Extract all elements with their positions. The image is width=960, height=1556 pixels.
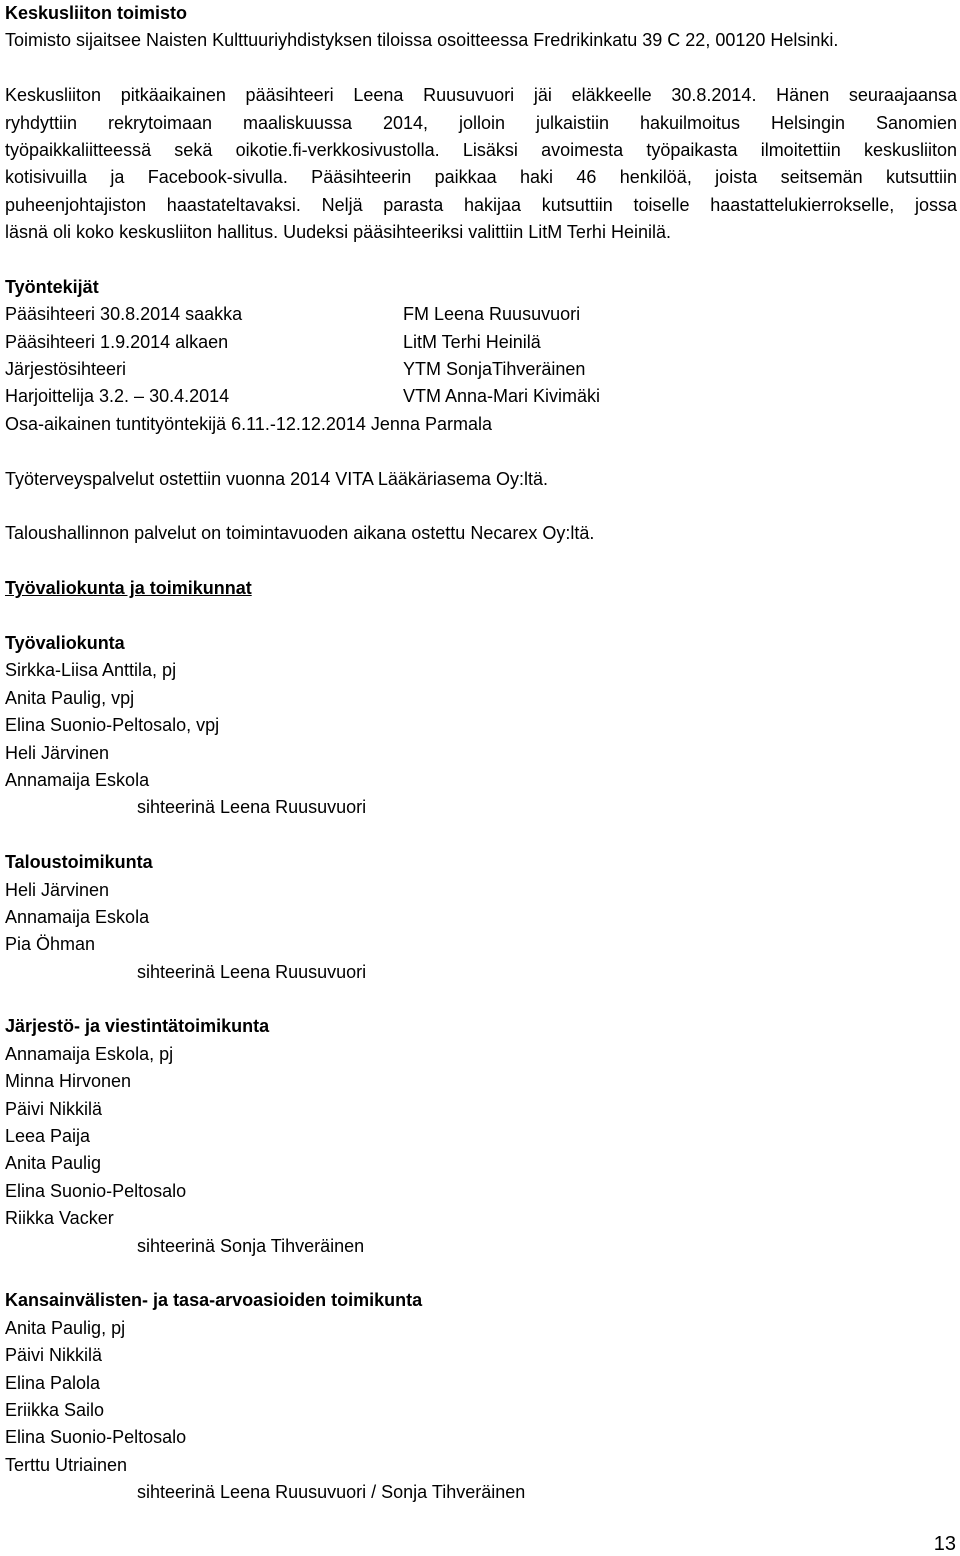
employee-row (5, 301, 957, 328)
employee-row (5, 356, 957, 383)
committee-block (5, 1287, 957, 1506)
committee-member: Riikka Vacker (5, 1208, 114, 1229)
page-number: 13 (933, 1533, 956, 1555)
committee-member: Minna Hirvonen (5, 1071, 132, 1092)
paragraph-line: ryhdyttiin rekrytoimaan maaliskuussa 2014, jolloin julkaistiin hakuilmoitus Helsingin Sanomien (5, 112, 957, 133)
committee-block (5, 1013, 957, 1260)
committee-member: Leea Paija (5, 1126, 91, 1147)
committee-title: Taloustoimikunta (5, 852, 153, 873)
employee-row (5, 329, 957, 356)
committee-member: Anita Paulig (5, 1153, 102, 1174)
committee-block (5, 849, 957, 986)
committee-member: Sirkka-Liisa Anttila, pj (5, 660, 177, 681)
committee-block (5, 630, 957, 822)
document-page (5, 0, 957, 1506)
committee-member: Elina Suonio-Peltosalo (5, 1427, 187, 1448)
spacer (5, 493, 957, 520)
health-services-text: Työterveyspalvelut ostettiin vuonna 2014 VITA Lääkäriasema Oy:ltä. (5, 468, 548, 489)
committee-member: Anita Paulig, pj (5, 1317, 126, 1338)
employee-name: YTM SonjaTihveräinen (403, 359, 586, 380)
committee-member: Päivi Nikkilä (5, 1345, 103, 1366)
paragraph-line: kotisivuilla ja Facebook-sivulla. Pääsihteerin paikkaa haki 46 henkilöä, joista seitsemän kutsuttiin (5, 167, 957, 188)
spacer (5, 1260, 957, 1287)
spacer (5, 822, 957, 849)
office-address: Toimisto sijaitsee Naisten Kulttuuriyhdistyksen tiloissa osoitteessa Fredrikinkatu 39 C 22, 00120 Helsinki. (5, 30, 839, 51)
committee-member: Elina Palola (5, 1372, 101, 1393)
employee-role: Järjestösihteeri (5, 359, 127, 380)
committee-member: Pia Öhman (5, 934, 96, 955)
paragraph-line: työpaikkaliitteessä sekä oikotie.fi-verkkosivustolla. Lisäksi avoimesta työpaikasta ilmoitettiin keskusliiton (5, 139, 957, 160)
spacer (5, 986, 957, 1013)
committee-member: Elina Suonio-Peltosalo (5, 1180, 187, 1201)
committee-secretary: sihteerinä Leena Ruusuvuori (137, 797, 367, 818)
committee-member: Päivi Nikkilä (5, 1098, 103, 1119)
employee-row (5, 383, 957, 410)
paragraph-line: Keskusliiton pitkäaikainen pääsihteeri Leena Ruusuvuori jäi eläkkeelle 30.8.2014. Hänen seuraajaansa (5, 85, 957, 106)
committee-member: Annamaija Eskola (5, 769, 150, 790)
spacer (5, 247, 957, 274)
employee-role: Pääsihteeri 1.9.2014 alkaen (5, 331, 229, 352)
office-heading: Keskusliiton toimisto (5, 3, 188, 23)
employee-name: LitM Terhi Heinilä (403, 331, 541, 352)
employee-name: FM Leena Ruusuvuori (403, 304, 581, 325)
finance-services-text: Taloushallinnon palvelut on toimintavuoden aikana ostettu Necarex Oy:ltä. (5, 523, 595, 544)
committee-title: Kansainvälisten- ja tasa-arvoasioiden toimikunta (5, 1290, 423, 1311)
spacer (5, 438, 957, 465)
part-time-employee: Osa-aikainen tuntityöntekijä 6.11.-12.12.2014 Jenna Parmala (5, 413, 492, 434)
committee-title: Työvaliokunta (5, 632, 125, 653)
committee-member: Terttu Utriainen (5, 1454, 128, 1475)
committee-member: Heli Järvinen (5, 742, 110, 763)
employees-heading: Työntekijät (5, 276, 99, 297)
committee-member: Anita Paulig, vpj (5, 687, 135, 708)
employee-role: Harjoittelija 3.2. – 30.4.2014 (5, 386, 230, 407)
committee-member: Elina Suonio-Peltosalo, vpj (5, 715, 220, 736)
employee-role: Pääsihteeri 30.8.2014 saakka (5, 304, 243, 325)
committee-title: Järjestö- ja viestintätoimikunta (5, 1016, 270, 1037)
committees-heading: Työvaliokunta ja toimikunnat (5, 578, 252, 599)
committee-secretary: sihteerinä Sonja Tihveräinen (137, 1235, 365, 1256)
spacer (5, 548, 957, 575)
committee-member: Annamaija Eskola, pj (5, 1043, 174, 1064)
committee-member: Annamaija Eskola (5, 906, 150, 927)
paragraph-line: läsnä oli koko keskusliiton hallitus. Uudeksi pääsihteeriksi valittiin LitM Terhi Heinilä. (5, 222, 671, 243)
spacer (5, 55, 957, 82)
paragraph-line: puheenjohtajiston haastateltavaksi. Neljä parasta hakijaa kutsuttiin toiselle haastattelukierrokselle, jossa (5, 194, 957, 215)
spacer (5, 603, 957, 630)
recruitment-paragraph (5, 82, 957, 246)
employee-name: VTM Anna-Mari Kivimäki (403, 386, 601, 407)
committee-secretary: sihteerinä Leena Ruusuvuori / Sonja Tihveräinen (137, 1482, 526, 1503)
committee-member: Heli Järvinen (5, 879, 110, 900)
committee-secretary: sihteerinä Leena Ruusuvuori (137, 961, 367, 982)
committee-member: Eriikka Sailo (5, 1399, 105, 1420)
